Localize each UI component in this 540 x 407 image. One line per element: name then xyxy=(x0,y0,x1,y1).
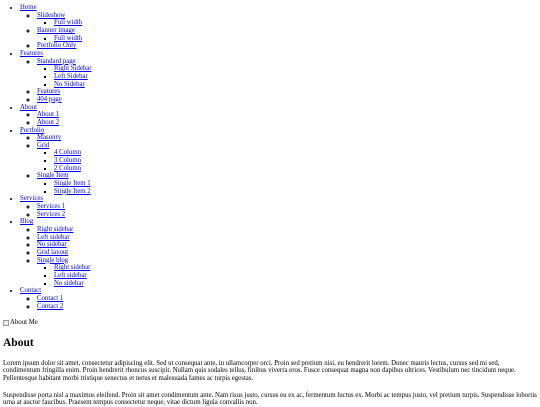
nav-link-3-column[interactable]: 3 Column xyxy=(54,157,82,165)
nav-item-single-item xyxy=(37,172,537,195)
nav-item-2-column xyxy=(54,165,537,173)
submenu-features xyxy=(20,58,537,104)
main-navigation xyxy=(3,4,537,310)
nav-link-contact[interactable]: Contact xyxy=(20,287,42,295)
nav-link-about-1[interactable]: About 1 xyxy=(37,111,60,119)
nav-link-404-page[interactable]: 404 page xyxy=(37,95,62,103)
nav-link-right-sidebar[interactable]: Right Sidebar xyxy=(54,65,92,73)
nav-link-single-item-1[interactable]: Single Item 1 xyxy=(54,180,91,188)
nav-item-services-2 xyxy=(37,211,537,219)
nav-link-grid-layout[interactable]: Grid layout xyxy=(37,249,69,256)
nav-item-404-page xyxy=(37,96,537,104)
nav-item-single-item-1 xyxy=(54,180,537,188)
nav-item-features xyxy=(20,50,537,104)
nav-item-single-blog-no-sidebar xyxy=(54,280,537,288)
nav-item-3-column xyxy=(54,157,537,165)
nav-item-about-1 xyxy=(37,111,537,119)
nav-link-services-1[interactable]: Services 1 xyxy=(37,203,66,211)
nav-item-masonry xyxy=(37,134,537,142)
nav-item-portfolio-only xyxy=(37,42,537,50)
nav-link-no-sidebar[interactable]: No Sidebar xyxy=(54,80,85,88)
nav-item-grid-layout xyxy=(37,249,537,257)
nav-link-single-blog-left-sidebar[interactable]: Left sidebar xyxy=(54,271,87,279)
nav-link-about-2[interactable]: About 2 xyxy=(37,118,60,126)
nav-link-4-column[interactable]: 4 Column xyxy=(54,149,82,157)
broken-image-icon xyxy=(3,320,9,326)
nav-item-no-sidebar xyxy=(54,81,537,89)
nav-item-services-1 xyxy=(37,203,537,211)
nav-link-blog-left-sidebar[interactable]: Left sidebar xyxy=(37,233,70,241)
nav-item-single-blog-left-sidebar xyxy=(54,272,537,280)
nav-link-single-blog-right-sidebar[interactable]: Right sidebar xyxy=(54,264,91,272)
nav-item-4-column xyxy=(54,149,537,157)
nav-item-about xyxy=(20,104,537,127)
nav-link-blog[interactable]: Blog xyxy=(20,218,34,226)
nav-item-blog xyxy=(20,218,537,287)
nav-link-blog-no-sidebar[interactable]: No sidebar xyxy=(37,241,67,249)
nav-link-single-item-2[interactable]: Single Item 2 xyxy=(54,187,91,195)
submenu-banner-image xyxy=(37,35,537,43)
nav-link-services-2[interactable]: Services 2 xyxy=(37,210,66,218)
nav-link-features-page[interactable]: Features xyxy=(37,88,61,96)
about-paragraph-1: Lorem ipsum dolor sit amet, consectetur adipiscing elit. Sed ut consequat ante, in ullamcorper orci. Proin sed pretium nisi, eu hendrerit lorem. Donec mauris lectus, cursus sed mi sed, condimentum fringilla enim. Proin hendrerit rhoncus suscipit. Nullam quis sodales tellus, finibus viverra eros. Fusce consequat magna non dapibus ultrices. Vestibulum nec tincidunt neque. Pellentesque habitant morbi tristique senectus et netus et malesuada fames ac turpis egestas. xyxy=(3,359,516,383)
nav-item-single-item-2 xyxy=(54,188,537,196)
nav-link-banner-image[interactable]: Banner image xyxy=(37,26,75,34)
nav-link-features[interactable]: Features xyxy=(20,49,44,57)
nav-link-2-column[interactable]: 2 Column xyxy=(54,164,82,172)
submenu-grid xyxy=(37,149,537,172)
nav-item-single-blog xyxy=(37,257,537,288)
page-title: About xyxy=(3,336,34,349)
nav-item-single-blog-right-sidebar xyxy=(54,264,537,272)
about-image-alt-text: About Me xyxy=(10,319,38,327)
about-image xyxy=(3,319,38,327)
nav-link-portfolio[interactable]: Portfolio xyxy=(20,126,45,134)
nav-link-portfolio-only[interactable]: Portfolio Only xyxy=(37,42,77,50)
submenu-home xyxy=(20,12,537,50)
nav-link-slideshow[interactable]: Slideshow xyxy=(37,11,66,19)
nav-item-blog-no-sidebar xyxy=(37,241,537,249)
nav-link-contact-2[interactable]: Contact 2 xyxy=(37,302,64,310)
submenu-services xyxy=(20,203,537,218)
nav-item-contact-2 xyxy=(37,303,537,311)
submenu-standard-page xyxy=(37,65,537,88)
nav-item-contact-1 xyxy=(37,295,537,303)
submenu-single-blog xyxy=(37,264,537,287)
submenu-about xyxy=(20,111,537,126)
nav-item-slideshow xyxy=(37,12,537,27)
submenu-portfolio xyxy=(20,134,537,195)
nav-item-banner-full-width xyxy=(54,35,537,43)
nav-link-banner-full-width[interactable]: Full width xyxy=(54,34,83,42)
nav-item-features-page xyxy=(37,88,537,96)
nav-item-slideshow-full-width xyxy=(54,19,537,27)
nav-item-services xyxy=(20,195,537,218)
nav-link-left-sidebar[interactable]: Left Sidebar xyxy=(54,72,88,80)
submenu-slideshow xyxy=(37,19,537,27)
nav-item-portfolio xyxy=(20,127,537,196)
nav-link-single-blog[interactable]: Single blog xyxy=(37,256,69,264)
nav-link-single-blog-no-sidebar[interactable]: No sidebar xyxy=(54,279,84,287)
submenu-single-item xyxy=(37,180,537,195)
nav-link-standard-page[interactable]: Standard page xyxy=(37,57,76,65)
nav-link-about[interactable]: About xyxy=(20,103,37,111)
nav-link-masonry[interactable]: Masonry xyxy=(37,134,62,142)
nav-menu xyxy=(3,4,537,310)
nav-item-blog-right-sidebar xyxy=(37,226,537,234)
nav-item-blog-left-sidebar xyxy=(37,234,537,242)
nav-item-home xyxy=(20,4,537,50)
nav-link-blog-right-sidebar[interactable]: Right sidebar xyxy=(37,226,74,234)
nav-item-banner-image xyxy=(37,27,537,42)
about-paragraph-2: Suspendisse porta nisl a maximus eleifend. Proin sit amet condimentum ante. Nam risus justo, cursus eu ex ac, fermentum luctus ex. Morbi ac tempus justo, vel pretium turpis. Suspendisse lobortis urna at auctor faucibus. Praesent tempus consectetur neque, vitae dictum ligula convallis non. xyxy=(3,391,537,407)
nav-item-about-2 xyxy=(37,119,537,127)
nav-link-single-item[interactable]: Single Item xyxy=(37,172,69,180)
nav-item-left-sidebar xyxy=(54,73,537,81)
nav-link-slideshow-full-width[interactable]: Full width xyxy=(54,19,83,27)
nav-item-standard-page xyxy=(37,58,537,89)
nav-item-contact xyxy=(20,287,537,310)
submenu-contact xyxy=(20,295,537,310)
nav-link-contact-1[interactable]: Contact 1 xyxy=(37,294,64,302)
nav-item-right-sidebar xyxy=(54,65,537,73)
nav-link-home[interactable]: Home xyxy=(20,4,37,11)
nav-item-grid xyxy=(37,142,537,173)
nav-link-services[interactable]: Services xyxy=(20,195,44,203)
nav-link-grid[interactable]: Grid xyxy=(37,141,50,149)
submenu-blog xyxy=(20,226,537,287)
